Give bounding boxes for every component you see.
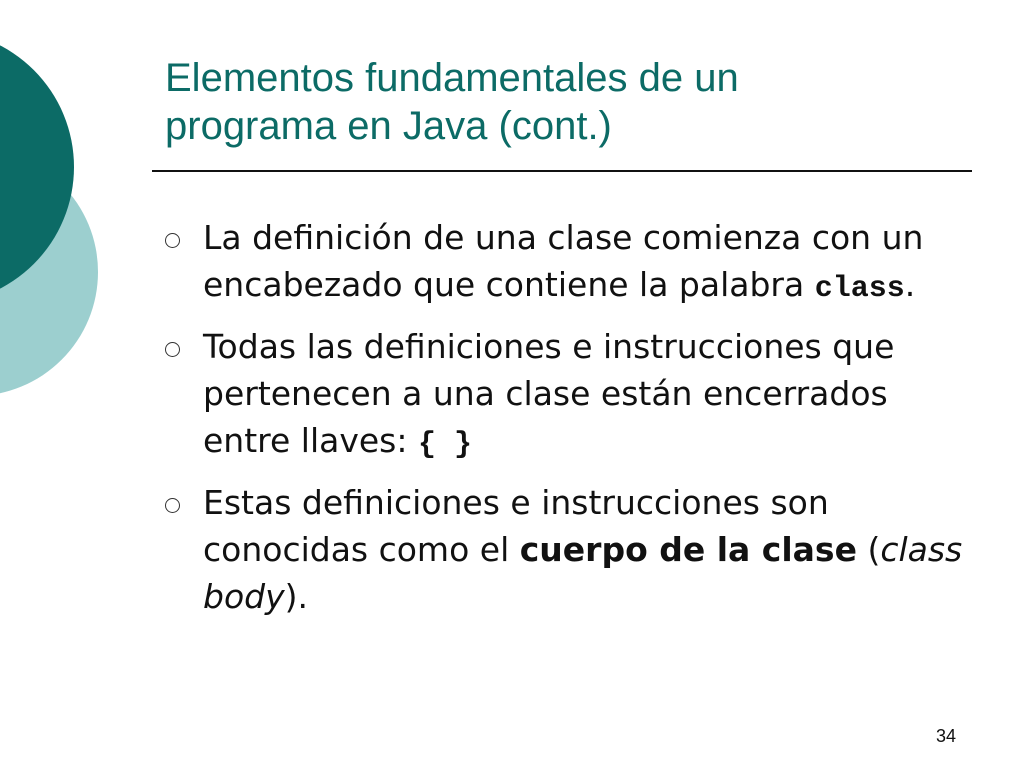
title-line-1: Elementos fundamentales de un xyxy=(165,56,739,100)
bullet-circle-icon xyxy=(165,233,180,248)
slide-title xyxy=(165,54,965,150)
bullet-text-mid: ( xyxy=(856,530,881,569)
bullet-text: Todas las definiciones e instrucciones que pertenecen a una clase están encerrados entre llaves: xyxy=(203,327,895,460)
page-number: 34 xyxy=(936,726,957,746)
bullet-circle-icon xyxy=(165,498,180,513)
bold-term: cuerpo de la clase xyxy=(519,530,857,569)
bullet-item-class-header xyxy=(160,214,980,313)
bullet-text: Estas definiciones e instrucciones son conocidas como el xyxy=(203,483,829,569)
bullet-circle-icon xyxy=(165,342,180,357)
bullet-item-braces xyxy=(160,323,980,469)
code-keyword: class xyxy=(814,272,905,306)
bullet-text-tail: ). xyxy=(284,577,308,616)
bullet-text: La definición de una clase comienza con un encabezado que contiene la palabra xyxy=(203,218,924,304)
italic-term: class body xyxy=(203,530,963,616)
bullet-list xyxy=(160,214,980,630)
title-line-2: programa en Java (cont.) xyxy=(165,104,612,148)
bullet-item-class-body xyxy=(160,479,980,620)
bullet-text-tail: . xyxy=(904,265,916,304)
code-braces: { } xyxy=(417,428,472,462)
title-divider xyxy=(152,170,972,172)
